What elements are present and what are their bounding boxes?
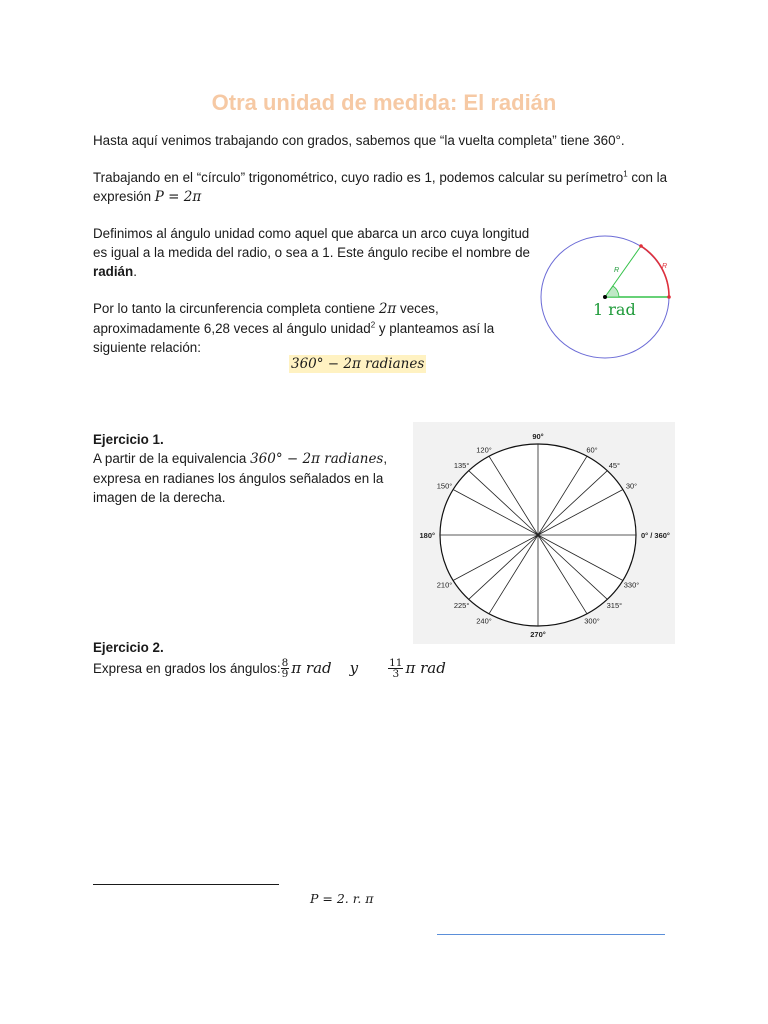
footnote-ref-2[interactable]: 2 xyxy=(370,320,376,330)
radian-term: radián xyxy=(93,264,134,279)
angle-label-45: 45° xyxy=(608,461,621,470)
angle-label-315: 315° xyxy=(606,601,623,610)
angle-label-150: 150° xyxy=(436,481,453,491)
perimeter-text-a: Trabajando en el “círculo” trigonométrico, cuyo radio es 1, podemos calcular su perímetro xyxy=(93,170,624,185)
fraction-1-numerator: 8 xyxy=(281,657,289,669)
footnote-separator xyxy=(93,884,279,885)
two-pi: 2π xyxy=(378,301,397,317)
fraction-1-denominator: 9 xyxy=(281,668,289,680)
angle-label-135: 135° xyxy=(453,461,470,470)
fraction-eleven-thirds xyxy=(388,658,403,679)
angle-label-90: 90° xyxy=(532,432,544,441)
arc-of-length-r xyxy=(641,246,669,297)
center-point xyxy=(603,295,607,299)
footnote-2-line xyxy=(437,934,665,935)
radian-definition-paragraph xyxy=(93,224,533,281)
angle-1-unit: π rad xyxy=(291,659,332,677)
perimeter-text-b: con la xyxy=(627,170,668,185)
exercise-1-heading: Ejercicio 1. xyxy=(93,432,164,447)
angle-wheel-diagram xyxy=(413,422,675,644)
angle-label-330: 330° xyxy=(623,580,640,590)
definition-period: . xyxy=(133,264,137,279)
angle-label-225: 225° xyxy=(453,601,470,610)
arc-start-point xyxy=(639,244,643,248)
definition-line-1: Definimos al ángulo unidad como aquel que abarca un arco cuya longitud xyxy=(93,226,530,241)
circumference-paragraph xyxy=(93,299,533,357)
exercise-2 xyxy=(93,658,446,679)
angle-wedge xyxy=(605,286,619,297)
circumference-text-b: veces, xyxy=(396,301,439,316)
circumference-text-c: aproximadamente 6,28 veces al ángulo unidad xyxy=(93,321,371,336)
perimeter-formula: P = 2π xyxy=(154,189,202,205)
circumference-text-d: y planteamos así la xyxy=(375,321,495,336)
perimeter-paragraph xyxy=(93,168,693,207)
angle-label-180: 180° xyxy=(419,531,435,540)
exercise-1-comma: , xyxy=(383,451,388,466)
intro-paragraph: Hasta aquí venimos trabajando con grados, sabemos que “la vuelta completa” tiene 360°. xyxy=(93,133,625,148)
angle-label-120: 120° xyxy=(476,445,492,455)
exercise-2-heading: Ejercicio 2. xyxy=(93,640,164,655)
angle-2-unit: π rad xyxy=(405,659,446,677)
angle-label-0: 0° / 360° xyxy=(641,531,670,540)
relation-box xyxy=(289,355,426,373)
exercise-1-text-c: imagen de la derecha. xyxy=(93,490,226,505)
fraction-eight-ninths xyxy=(281,658,290,679)
angle-label-30: 30° xyxy=(625,481,638,491)
arc-label: R xyxy=(662,263,668,270)
circumference-text-e: siguiente relación: xyxy=(93,340,201,355)
exercise-1-text-a: A partir de la equivalencia xyxy=(93,451,251,466)
angle-label-60: 60° xyxy=(586,445,598,455)
angle-label-210: 210° xyxy=(436,580,453,590)
footnote-1-formula: P = 2. r. π xyxy=(310,891,374,906)
circumference-text-a: Por lo tanto la circunferencia completa contiene xyxy=(93,301,379,316)
fraction-2-denominator: 3 xyxy=(392,668,400,680)
exercise-1-relation: 360° − 2π radianes xyxy=(250,451,384,467)
one-rad-label: 1 rad xyxy=(593,300,636,319)
angle-label-240: 240° xyxy=(476,616,492,626)
radius-label: R xyxy=(614,267,620,274)
exercise-1-text-b: expresa en radianes los ángulos señalados en la xyxy=(93,471,384,486)
exercise-2-prompt: Expresa en grados los ángulos: xyxy=(93,661,281,676)
footnote-ref-1[interactable]: 1 xyxy=(623,169,628,179)
radian-diagram xyxy=(535,230,675,360)
exercise-1 xyxy=(93,430,413,507)
angle-label-270: 270° xyxy=(530,630,546,639)
arc-end-point xyxy=(667,295,671,299)
angle-label-300: 300° xyxy=(584,616,600,626)
fraction-2-numerator: 11 xyxy=(389,657,403,669)
perimeter-text-c: expresión xyxy=(93,189,155,204)
definition-line-2: es igual a la medida del radio, o sea a 1. Este ángulo recibe el nombre de xyxy=(93,245,530,260)
page-title: Otra unidad de medida: El radián xyxy=(211,90,557,115)
degree-radian-relation: 360° − 2π radianes xyxy=(291,356,425,372)
conjunction: y xyxy=(349,659,359,677)
